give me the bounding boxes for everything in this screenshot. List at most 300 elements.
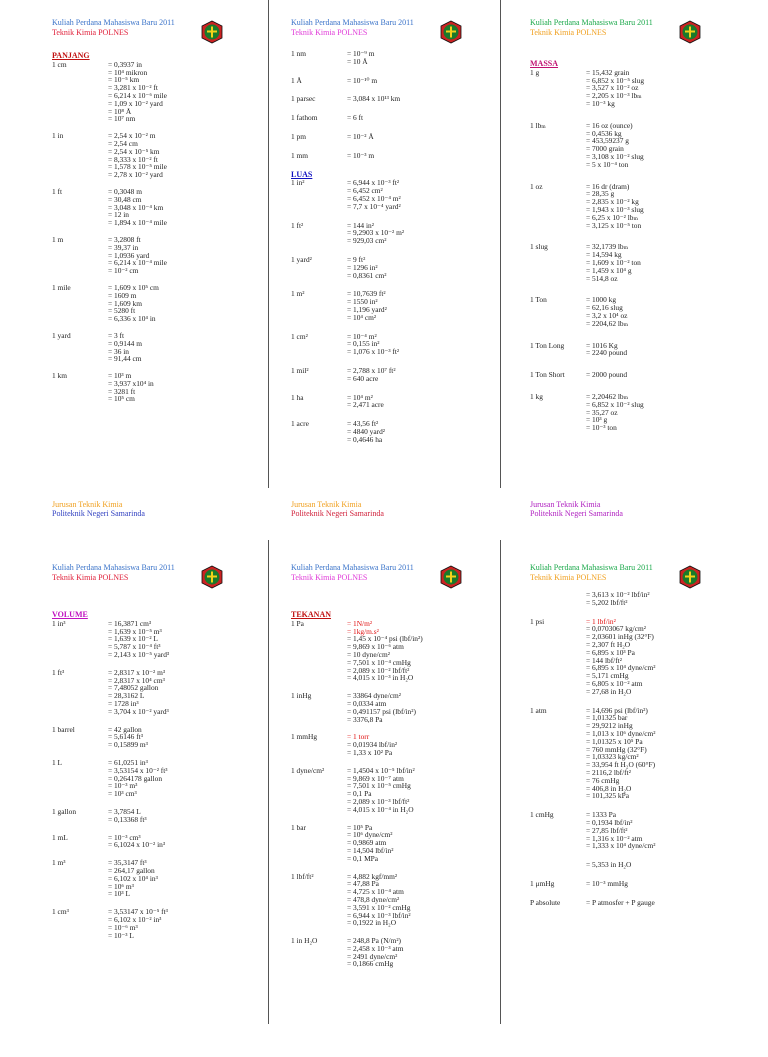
conversion-value: = 2,788 x 10⁷ ft² (347, 365, 396, 375)
conversion-row (52, 372, 252, 403)
conversion-values (108, 808, 252, 824)
conversion-value: = 10⁻⁵ km (108, 75, 140, 85)
unit-label: 1 cmHg (530, 810, 554, 820)
footer-line-2: Politeknik Negeri Samarinda (530, 509, 623, 518)
conversion-value: = 6,895 x 10⁴ dyne/cm² (586, 663, 656, 673)
conversion-value: = 10,7639 ft² (347, 289, 386, 299)
conversion-values (108, 834, 252, 850)
conversion-value: = 43,56 ft² (347, 419, 379, 429)
unit-label: 1 m² (291, 289, 305, 299)
unit-label: 1 in H₂O (291, 936, 318, 946)
panel-content (530, 591, 730, 918)
conversion-row (291, 767, 491, 814)
conversion-row (52, 808, 252, 824)
conversion-value: = 35,27 oz (586, 407, 618, 417)
conversion-value: = 27,68 in H₂O (586, 686, 632, 696)
conversion-value: = 3,591 x 10⁻² cmHg (347, 902, 411, 912)
conversion-value: = 10⁻² cm (108, 266, 139, 276)
conversion-values (347, 937, 491, 968)
conversion-value: = 10⁻³ cm³ (108, 832, 141, 842)
conversion-values (347, 620, 491, 682)
conversion-value: = 76 cmHg (586, 775, 620, 785)
conversion-values (347, 95, 491, 103)
conversion-value: = 514,8 oz (586, 273, 618, 283)
unit-label: 1 fathom (291, 113, 318, 123)
conversion-row (291, 290, 491, 321)
conversion-values (108, 332, 252, 363)
conversion-value: = 3,53147 x 10⁻⁵ ft³ (108, 907, 168, 917)
conversion-values (347, 179, 491, 210)
conversion-row (52, 620, 252, 659)
conversion-value: = 5,353 in H₂O (586, 860, 632, 870)
conversion-value: = 4,015 x 10⁻⁴ in H₂O (347, 804, 414, 814)
unit-label: 1 dyne/cm² (291, 765, 325, 775)
conversion-value: = 10⁸ Å (108, 106, 132, 116)
conversion-value: = 1,076 x 10⁻³ ft² (347, 347, 400, 357)
conversion-value: = 47,88 Pa (347, 879, 379, 889)
conversion-value: = 3,2808 ft (108, 234, 141, 244)
conversion-value: = 10⁻⁶ m³ (108, 922, 138, 932)
conversion-values (108, 61, 252, 123)
conversion-value: = 6 ft (347, 113, 364, 123)
conversion-value: = 640 acre (347, 373, 379, 383)
unit-label: 1 kg (530, 391, 543, 401)
conversion-value: = 6,102 x 10⁻² in³ (108, 914, 162, 924)
unit-label: 1 Pa (291, 618, 304, 628)
conversion-values (347, 50, 491, 66)
conversion-value: = 3,108 x 10⁻² slug (586, 151, 644, 161)
conversion-value: = 7,7 x 10⁻⁴ yard² (347, 201, 401, 211)
unit-label: 1 yard (52, 330, 71, 340)
conversion-value: = 1000 kg (586, 295, 617, 305)
panel-content (291, 50, 491, 455)
conversion-value: = 2491 dyne/cm² (347, 951, 398, 961)
conversion-value: = 28,3162 L (108, 691, 145, 701)
conversion-value: = 32,1739 lbₘ (586, 242, 629, 252)
unit-label: 1 acre (291, 419, 309, 429)
unit-label: 1 Ton (530, 295, 547, 305)
conversion-value: = 16,3871 cm³ (108, 618, 152, 628)
footer-line-1: Jurusan Teknik Kimia (291, 500, 362, 509)
conversion-value: = 62,16 slug (586, 303, 623, 313)
conversion-row (291, 620, 491, 682)
unit-label: 1 oz (530, 181, 543, 191)
conversion-value: = 144 in² (347, 220, 374, 230)
conversion-value: = 12 in (108, 210, 130, 220)
conversion-value: = 0,4646 ha (347, 434, 383, 444)
conversion-value: = 1,01325 x 10⁵ Pa (586, 736, 643, 746)
conversion-value: = 1333 Pa (586, 810, 617, 820)
conversion-value: = 478,8 dyne/cm² (347, 894, 400, 904)
conversion-row (291, 692, 491, 723)
conversion-value: = 1,4504 x 10⁻⁵ lbf/in² (347, 765, 415, 775)
conversion-value: = 0,9869 atm (347, 838, 387, 848)
conversion-value: = 453,59237 g (586, 136, 629, 146)
conversion-value: = 1 torr (347, 732, 370, 742)
footer-line-2: Politeknik Negeri Samarinda (291, 509, 384, 518)
conversion-value: = 4,882 kgf/mm² (347, 871, 398, 881)
conversion-value: = 7,501 x 10⁻⁵ cmHg (347, 781, 411, 791)
conversion-value: = 10⁻² Å (347, 131, 374, 141)
conversion-panel-2 (239, 0, 495, 518)
unit-label: 1 in³ (52, 618, 66, 628)
conversion-value: = 61,0251 in³ (108, 757, 148, 767)
conversion-values (586, 342, 730, 358)
conversion-value: = 7000 grain (586, 144, 624, 154)
conversion-value: = 29,9212 inHg (586, 721, 633, 731)
conversion-value: = 0,01934 lbf/in² (347, 740, 398, 750)
conversion-value: = 10⁻³ L (108, 930, 134, 940)
conversion-value: = 1,639 x 10⁻² L (108, 634, 158, 644)
conversion-panel-5 (239, 545, 495, 1057)
conversion-value: = 28,35 g (586, 189, 615, 199)
conversion-row (291, 733, 491, 756)
unit-label: 1 gallon (52, 806, 77, 816)
conversion-value: = 1,639 x 10⁻⁵ m³ (108, 626, 162, 636)
unit-label: 1 km (52, 371, 67, 381)
unit-label: 1 barrel (52, 724, 75, 734)
conversion-row (530, 342, 730, 358)
conversion-value: = 3,281 x 10⁻² ft (108, 83, 158, 93)
conversion-row (530, 811, 730, 850)
conversion-values (347, 367, 491, 383)
conversion-value: = 0,264178 gallon (108, 773, 163, 783)
conversion-value: = 3281 ft (108, 386, 136, 396)
conversion-row (530, 618, 730, 696)
conversion-value: = 2,54 x 10⁻⁵ km (108, 146, 160, 156)
conversion-value: = 5 x 10⁻⁴ ton (586, 159, 629, 169)
conversion-value: = 4840 yard² (347, 426, 385, 436)
conversion-values (108, 908, 252, 939)
unit-label: 1 parsec (291, 94, 316, 104)
conversion-value: = 6,214 x 10⁻⁶ mile (108, 90, 167, 100)
conversion-row (291, 394, 491, 410)
conversion-value: = 5280 ft (108, 306, 136, 316)
conversion-values (586, 296, 730, 327)
conversion-values (347, 767, 491, 814)
panel-content (52, 52, 252, 412)
conversion-value: = 2,54 cm (108, 138, 138, 148)
unit-label: 1 in (52, 131, 64, 141)
conversion-values (347, 256, 491, 279)
conversion-value: = 1609 m (108, 290, 137, 300)
conversion-values (347, 290, 491, 321)
conversion-values (108, 859, 252, 898)
conversion-value: = 6,25 x 10⁻² lbₘ (586, 212, 638, 222)
conversion-value: = 1,609 km (108, 298, 142, 308)
conversion-value: = 10 Å (347, 56, 368, 66)
conversion-value: = 14,696 psi (lbf/in²) (586, 705, 648, 715)
footer-line-1: Jurusan Teknik Kimia (530, 500, 601, 509)
unit-label: 1 g (530, 67, 540, 77)
unit-label: 1 atm (530, 705, 547, 715)
conversion-value: = 1,03323 kg/cm² (586, 752, 639, 762)
conversion-value: = 1,01325 bar (586, 713, 628, 723)
conversion-value: = 9,869 x 10⁻⁶ atm (347, 642, 404, 652)
conversion-values (586, 618, 730, 696)
header-title: Kuliah Perdana Mahasiswa Baru 2011 (291, 18, 414, 27)
conversion-value: = 10³ L (108, 889, 130, 899)
conversion-value: = 10³ m (108, 371, 132, 381)
conversion-value: = 5,787 x 10⁻⁴ ft³ (108, 642, 161, 652)
conversion-value: = 6,944 x 10⁻³ lbf/in² (347, 910, 411, 920)
conversion-value: = 1,45 x 10⁻⁴ psi (lbf/in²) (347, 634, 423, 644)
polnes-logo-icon (200, 20, 224, 44)
polnes-logo-icon (678, 565, 702, 589)
header-title: Kuliah Perdana Mahasiswa Baru 2011 (530, 18, 653, 27)
conversion-value: = 10³ g (586, 415, 608, 425)
conversion-values (347, 692, 491, 723)
conversion-value: = 1,316 x 10⁻² atm (586, 833, 643, 843)
conversion-value: = 2,458 x 10⁻³ atm (347, 943, 404, 953)
unit-label: 1 mil² (291, 365, 309, 375)
conversion-value: = 10⁻³ m³ (108, 781, 138, 791)
conversion-row (291, 222, 491, 245)
conversion-row (291, 179, 491, 210)
conversion-values (347, 114, 491, 122)
conversion-value: = 0,8361 cm² (347, 270, 387, 280)
conversion-value: = 10⁻⁴ m² (347, 331, 377, 341)
conversion-values (108, 726, 252, 749)
panel-content (52, 611, 252, 949)
conversion-value: = 1,09 x 10⁻² yard (108, 98, 163, 108)
conversion-values (586, 69, 730, 108)
conversion-value: = 248,8 Pa (N/m²) (347, 936, 402, 946)
panel-header (291, 563, 414, 583)
conversion-value: = 1,609 x 10⁵ cm (108, 282, 159, 292)
conversion-value: = 9,869 x 10⁻⁷ atm (347, 773, 404, 783)
header-subtitle: Teknik Kimia POLNES (52, 573, 129, 582)
unit-label: 1 cm (52, 59, 67, 69)
conversion-value: = 0,1866 cmHg (347, 959, 394, 969)
conversion-value: = 1728 in³ (108, 698, 139, 708)
conversion-value: = 1N/m² (347, 618, 373, 628)
unit-label: 1 lbf/ft² (291, 871, 314, 881)
conversion-values (347, 222, 491, 245)
conversion-value: = 0,9144 m (108, 338, 142, 348)
unit-label: 1 yard² (291, 254, 312, 264)
conversion-row (291, 420, 491, 443)
conversion-value: = 10 dyne/cm² (347, 649, 390, 659)
conversion-value: = 10⁴ m² (347, 392, 373, 402)
conversion-values (108, 669, 252, 716)
conversion-row (52, 61, 252, 123)
unit-label: 1 Ton Short (530, 370, 565, 380)
conversion-value: = 3,613 x 10⁻² lbf/in² (586, 590, 650, 599)
conversion-value: = 1296 in² (347, 262, 378, 272)
conversion-values (586, 243, 730, 282)
conversion-value: = 2,20462 lbₘ (586, 391, 629, 401)
conversion-value: = 2,143 x 10⁻⁵ yard³ (108, 649, 170, 659)
conversion-value: = 760 mmHg (32°F) (586, 744, 647, 754)
conversion-row (530, 371, 730, 379)
conversion-row (291, 367, 491, 383)
conversion-values (586, 591, 730, 607)
conversion-value: = 15,432 grain (586, 67, 630, 77)
conversion-value: = 144 lbf/ft² (586, 655, 622, 665)
conversion-value: = 4,015 x 10⁻³ in H₂O (347, 673, 414, 683)
unit-label: 1 lbₘ (530, 120, 546, 130)
conversion-value: = 264,17 gallon (108, 865, 155, 875)
conversion-value: = 1,0936 yard (108, 250, 150, 260)
conversion-panel-3 (478, 0, 734, 518)
conversion-value: = 42 gallon (108, 724, 142, 734)
conversion-value: = 10⁻³ m (347, 150, 375, 160)
header-subtitle: Teknik Kimia POLNES (291, 28, 368, 37)
conversion-value: = 9,2903 x 10⁻² m² (347, 228, 405, 238)
conversion-value: = 1 lbf/in² (586, 616, 616, 626)
conversion-value: = 0,1 MPa (347, 853, 379, 863)
unit-label: 1 ft² (291, 220, 304, 230)
header-subtitle: Teknik Kimia POLNES (291, 573, 368, 582)
unit-label: 1 in² (291, 178, 305, 188)
conversion-value: = 0,4536 kg (586, 128, 622, 138)
panel-header (530, 563, 653, 583)
unit-label: 1 L (52, 757, 63, 767)
conversion-value: = 0,1 Pa (347, 789, 372, 799)
unit-label: 1 m³ (52, 858, 66, 868)
conversion-value: = 7,48052 gallon (108, 683, 159, 693)
conversion-value: = 5,202 lbf/ft² (586, 597, 628, 607)
conversion-values (108, 284, 252, 323)
conversion-values (586, 707, 730, 801)
conversion-row (291, 114, 491, 122)
conversion-row (291, 95, 491, 103)
conversion-value: = 4,725 x 10⁻⁴ atm (347, 887, 404, 897)
unit-label: 1 cm³ (52, 907, 69, 917)
conversion-values (586, 861, 730, 869)
conversion-value: = 2,8317 x 10⁻² m³ (108, 667, 166, 677)
header-subtitle: Teknik Kimia POLNES (52, 28, 129, 37)
conversion-row (291, 937, 491, 968)
conversion-value: = 6,1024 x 10⁻² in³ (108, 840, 166, 850)
conversion-value: = 1,578 x 10⁻⁵ mile (108, 162, 167, 172)
conversion-value: = 10⁻¹⁰ m (347, 75, 378, 85)
conversion-row (530, 296, 730, 327)
conversion-value: = 10⁷ nm (108, 114, 136, 124)
conversion-value: = 5,6146 ft³ (108, 732, 143, 742)
conversion-row (530, 899, 730, 907)
section-title: VOLUME (52, 610, 88, 619)
conversion-value: = 1,013 x 10⁶ dyne/cm² (586, 728, 656, 738)
conversion-value: = 0,491157 psi (lbf/in²) (347, 706, 416, 716)
unit-label: P absolute (530, 897, 561, 907)
unit-label: 1 bar (291, 822, 306, 832)
section-title: TEKANAN (291, 610, 332, 619)
conversion-value: = 2,78 x 10⁻² yard (108, 170, 163, 180)
conversion-value: = 0,155 in² (347, 339, 380, 349)
conversion-value: = 33864 dyne/cm² (347, 691, 402, 701)
panel-footer (52, 500, 145, 518)
conversion-value: = 14,594 kg (586, 250, 622, 260)
polnes-logo-icon (678, 20, 702, 44)
conversion-value: = 10⁴ mikron (108, 67, 148, 77)
panel-header (291, 18, 414, 38)
panel-content (291, 611, 491, 978)
unit-label: 1 psi (530, 616, 545, 626)
conversion-value: = 101,325 kPa (586, 791, 629, 801)
conversion-value: = 33,954 ft H₂O (60°F) (586, 760, 656, 770)
conversion-value: = 6,852 x 10⁻² slug (586, 399, 644, 409)
conversion-row (291, 133, 491, 141)
conversion-row (291, 50, 491, 66)
conversion-value: = 1,609 x 10⁻² ton (586, 257, 641, 267)
conversion-value: = 6,452 cm² (347, 186, 383, 196)
conversion-row (52, 188, 252, 227)
conversion-values (586, 371, 730, 379)
conversion-value: = 0,0703067 kg/cm² (586, 624, 646, 634)
unit-label: 1 Ton Long (530, 340, 565, 350)
unit-label: 1 inHg (291, 691, 312, 701)
section-title: LUAS (291, 169, 313, 179)
conversion-value: = 30,48 cm (108, 194, 142, 204)
conversion-row (530, 243, 730, 282)
panel-footer (291, 500, 384, 518)
header-title: Kuliah Perdana Mahasiswa Baru 2011 (291, 563, 414, 572)
conversion-value: = 10⁻⁹ m (347, 49, 375, 58)
polnes-logo-icon (439, 565, 463, 589)
conversion-row (530, 707, 730, 801)
conversion-values (586, 393, 730, 432)
conversion-value: = 3,048 x 10⁻⁴ km (108, 202, 164, 212)
conversion-values (586, 899, 730, 907)
panel-header (52, 18, 175, 38)
conversion-row (530, 69, 730, 108)
conversion-value: = 36 in (108, 346, 130, 356)
conversion-values (347, 77, 491, 85)
conversion-value: = 0,3048 m (108, 186, 142, 196)
conversion-value: = 10⁶ dyne/cm² (347, 830, 393, 840)
conversion-value: = 10⁻³ ton (586, 423, 617, 433)
conversion-value: = 6,895 x 10³ Pa (586, 647, 635, 657)
panel-footer (530, 500, 623, 518)
conversion-row (291, 333, 491, 356)
conversion-value: = 2,307 ft H₂O (586, 639, 631, 649)
header-title: Kuliah Perdana Mahasiswa Baru 2011 (52, 18, 175, 27)
conversion-values (347, 420, 491, 443)
conversion-value: = 6,214 x 10⁻⁴ mile (108, 258, 167, 268)
conversion-row (530, 122, 730, 169)
unit-label: 1 cm² (291, 331, 308, 341)
polnes-logo-icon (200, 565, 224, 589)
conversion-value: = 1550 in² (347, 297, 378, 307)
conversion-row (52, 834, 252, 850)
conversion-value: = 9 ft² (347, 254, 366, 264)
conversion-value: = 1016 Kg (586, 340, 618, 350)
conversion-value: = 10⁴ cm² (347, 312, 377, 322)
conversion-row (291, 152, 491, 160)
conversion-values (108, 188, 252, 227)
conversion-value: = 2204,62 lbₘ (586, 318, 629, 328)
conversion-value: = 406,8 in H₂O (586, 783, 632, 793)
conversion-row (52, 332, 252, 363)
conversion-values (347, 394, 491, 410)
conversion-value: = 7,501 x 10⁻⁴ cmHg (347, 657, 411, 667)
header-title: Kuliah Perdana Mahasiswa Baru 2011 (530, 563, 653, 572)
conversion-row (52, 284, 252, 323)
conversion-values (347, 873, 491, 928)
footer-line-2: Politeknik Negeri Samarinda (52, 509, 145, 518)
conversion-value: = 3,937 x10⁴ in (108, 378, 154, 388)
conversion-value: = 3 ft (108, 330, 125, 340)
conversion-row (52, 132, 252, 179)
conversion-value: = 0,0334 atm (347, 698, 387, 708)
conversion-values (586, 811, 730, 850)
conversion-values (108, 759, 252, 798)
conversion-value: = 5,171 cmHg (586, 671, 629, 681)
conversion-value: = 3,125 x 10⁻⁵ ton (586, 220, 642, 230)
conversion-row (530, 393, 730, 432)
